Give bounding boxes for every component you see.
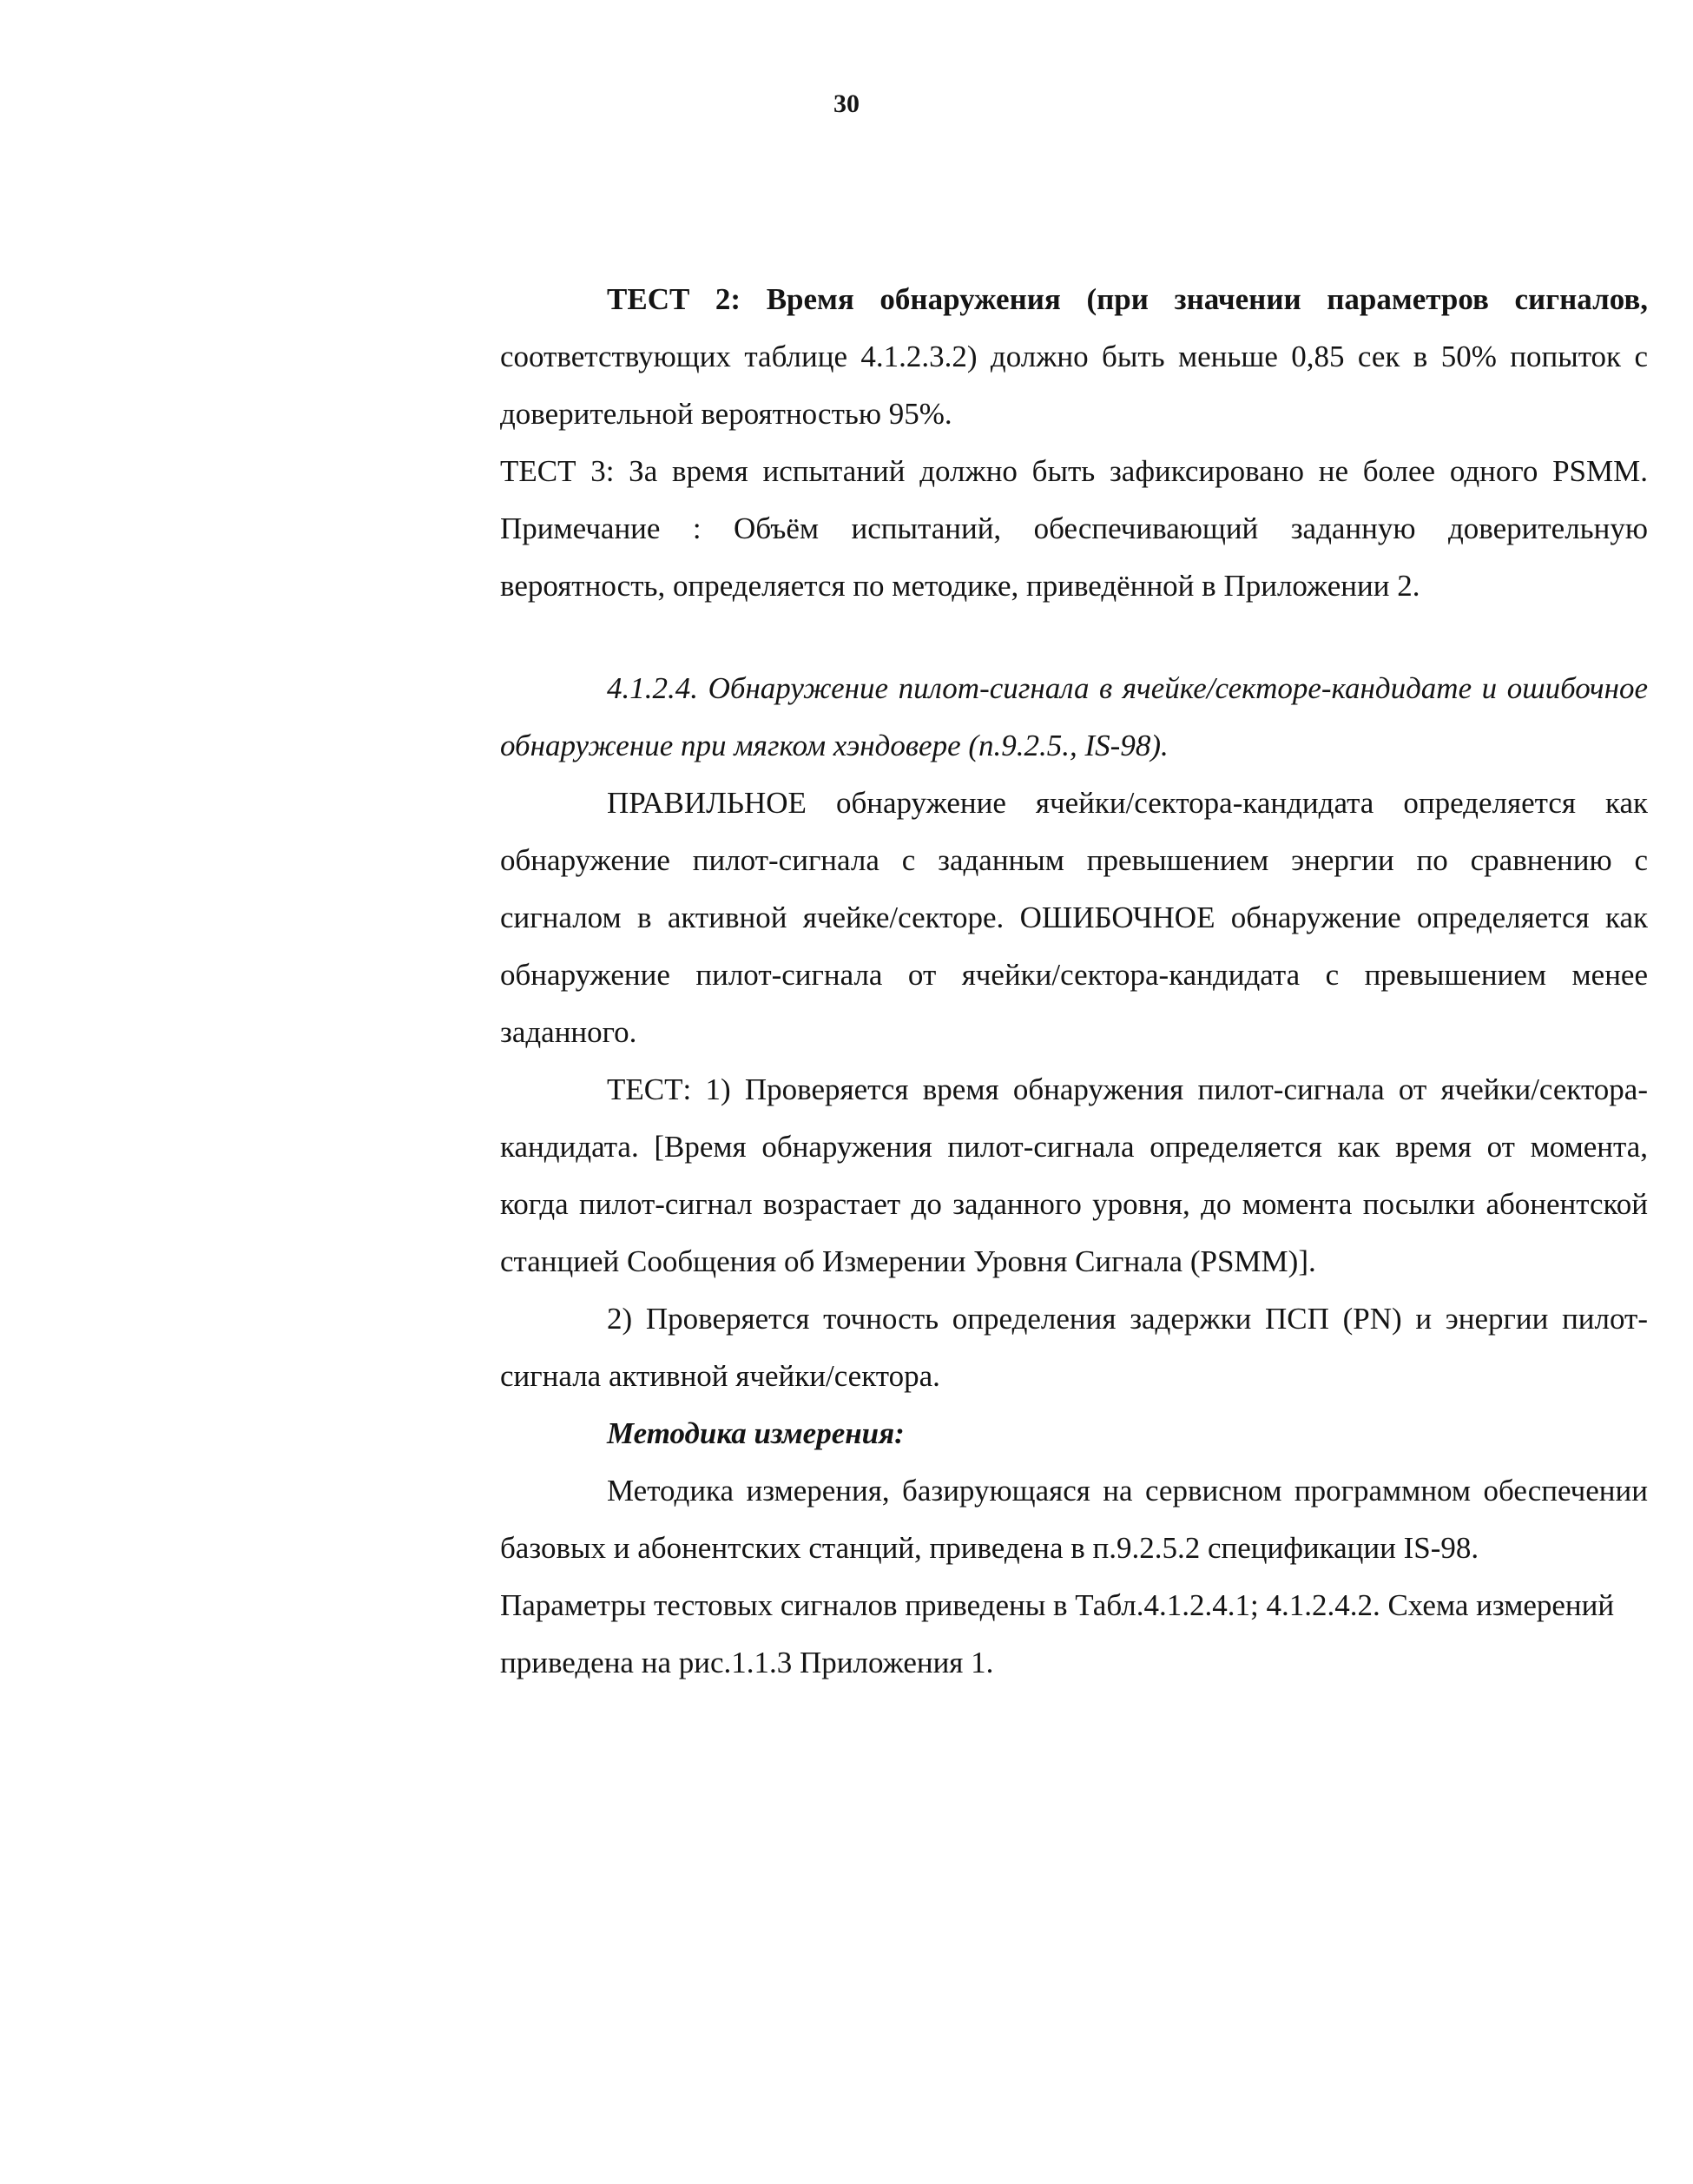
method-line-2: базовых и абонентских станций, приведена в п.9.2.5.2 спецификации IS-98. [500,1531,1479,1565]
test2-line-3: доверительной вероятностью 95%. [500,397,952,431]
note-paragraph [500,500,1648,615]
test-procedure-line-1: ТЕСТ: 1) Проверяется время обнаружения пилот-сигнала от ячейки/сектора- [607,1072,1648,1106]
section-heading [500,660,1648,775]
params-line-2: приведена на рис.1.1.3 Приложения 1. [500,1646,994,1679]
test-procedure-line-4: станцией Сообщения об Измерении Уровня Сигнала (PSMM)]. [500,1244,1316,1278]
test-procedure-line-2: кандидата. [Время обнаружения пилот-сигнала определяется как время от момента, [500,1130,1648,1164]
test-procedure-line-3: когда пилот-сигнал возрастает до заданного уровня, до момента посылки абонентской [500,1187,1648,1221]
definition-line-1: ПРАВИЛЬНОЕ обнаружение ячейки/сектора-кандидата определяется как [607,786,1648,820]
method-line-1: Методика измерения, базирующаяся на сервисном программном обеспечении [607,1474,1648,1508]
definition-paragraph [500,775,1648,1061]
definition-line-5: заданного. [500,1015,637,1049]
definition-line-3: сигналом в активной ячейке/секторе. ОШИБОЧНОЕ обнаружение определяется как [500,901,1648,934]
note-line-2: вероятность, определяется по методике, приведённой в Приложении 2. [500,569,1420,603]
method-heading [500,1405,1648,1462]
test2-paragraph [500,271,1648,443]
params-line-1: Параметры тестовых сигналов приведены в Табл.4.1.2.4.1; 4.1.2.4.2. Схема измерений [500,1588,1615,1622]
accuracy-line-1: 2) Проверяется точность определения задержки ПСП (PN) и энергии пилот- [607,1302,1648,1336]
method-paragraph [500,1462,1648,1577]
test3-line: ТЕСТ 3: За время испытаний должно быть зафиксировано не более одного PSMM. [500,454,1648,488]
section-heading-line-1: 4.1.2.4. Обнаружение пилот-сигнала в ячейке/секторе-кандидате и ошибочное [607,671,1648,705]
page-number: 30 [833,89,860,118]
note-line-1: Примечание : Объём испытаний, обеспечивающий заданную доверительную [500,511,1648,545]
accuracy-line-2: сигнала активной ячейки/сектора. [500,1359,940,1393]
test2-line-2: соответствующих таблице 4.1.2.3.2) должно быть меньше 0,85 сек в 50% попыток с [500,340,1648,373]
method-heading-text: Методика измерения: [607,1416,905,1450]
accuracy-paragraph [500,1290,1648,1405]
definition-line-2: обнаружение пилот-сигнала с заданным превышением энергии по сравнению с [500,843,1648,877]
test2-line-1: ТЕСТ 2: Время обнаружения (при значении параметров сигналов, [607,282,1648,316]
section-heading-line-2: обнаружение при мягком хэндовере (п.9.2.5., IS-98). [500,729,1169,762]
definition-line-4: обнаружение пилот-сигнала от ячейки/сектора-кандидата с превышением менее [500,958,1648,992]
test-procedure-paragraph [500,1061,1648,1290]
params-paragraph [500,1577,1648,1692]
test3-paragraph [500,443,1648,500]
